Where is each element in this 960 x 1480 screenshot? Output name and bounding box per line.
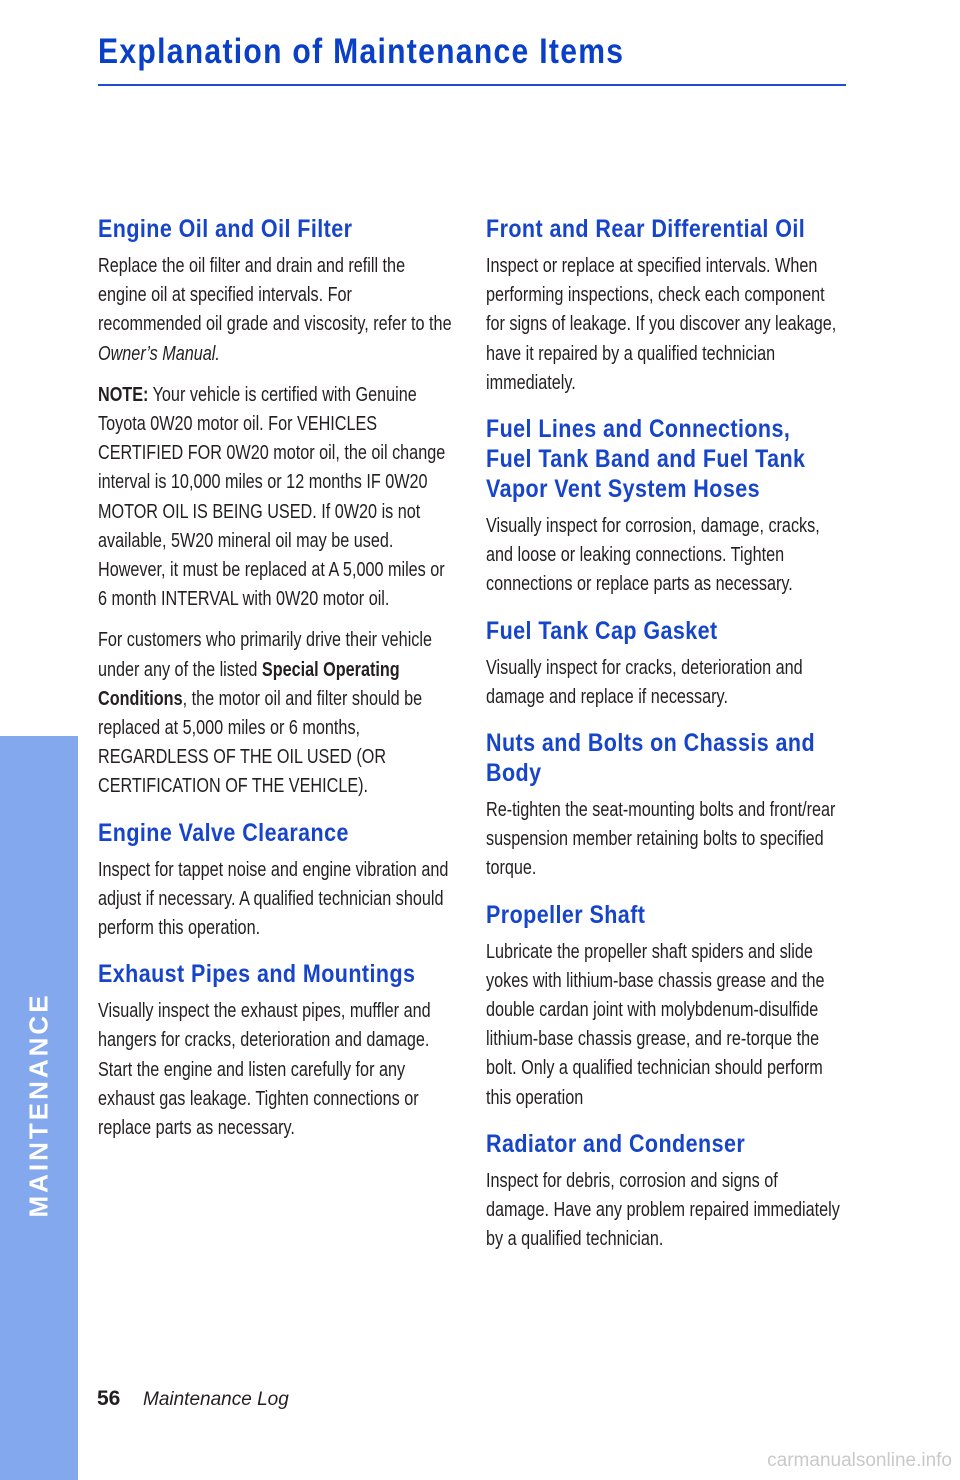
section-nuts-bolts	[486, 728, 842, 884]
section-fuel-lines	[486, 414, 842, 600]
paragraph-text: For customers who primarily drive their vehicle under any of the listed	[98, 629, 432, 681]
paragraph: Inspect for tappet noise and engine vibration and adjust if necessary. A qualified technician should perform this operation.	[98, 858, 449, 940]
section-propeller-shaft	[486, 900, 842, 1113]
footer-label: Maintenance Log	[143, 1389, 289, 1410]
paragraph-text: Replace the oil filter and drain and refill the engine oil at specified intervals. For recommended oil grade and viscosity, refer to the	[98, 255, 452, 336]
section-heading: Engine Valve Clearance	[98, 818, 349, 847]
section-radiator	[486, 1129, 842, 1255]
paragraph: Lubricate the propeller shaft spiders and slide yokes with lithium-base chassis grease and the double cardan joint with molybdenum-disulfide lithium-base chassis grease, and re-torque the bolt. Only a qualified technician should perform this operation	[486, 940, 825, 1109]
page-title: Explanation of Maintenance Items	[98, 32, 625, 71]
paragraph: Inspect for debris, corrosion and signs of damage. Have any problem repaired immediately by a qualified technician.	[486, 1169, 840, 1251]
section-heading: Engine Oil and Oil Filter	[98, 215, 353, 243]
note-label: NOTE:	[98, 383, 149, 406]
section-exhaust	[98, 959, 454, 1143]
section-heading: Fuel Lines and Connections, Fuel Tank Band and Fuel Tank Vapor Vent System Hoses	[486, 415, 806, 504]
section-heading: Fuel Tank Cap Gasket	[486, 616, 718, 645]
section-heading: Radiator and Condenser	[486, 1129, 746, 1158]
paragraph-text: , the motor oil and filter should be replaced at 5,000 miles or 6 months, REGARDLESS OF THE OIL USED (OR CERTIFICATION OF THE VEHICLE).	[98, 687, 423, 798]
paragraph: Visually inspect for cracks, deterioration and damage and replace if necessary.	[486, 656, 803, 708]
paragraph	[98, 626, 456, 801]
note-text: Your vehicle is certified with Genuine Toyota 0W20 motor oil. For VEHICLES CERTIFIED FOR 0W20 motor oil, the oil change interval is 10,000 miles or 12 months IF 0W20 MOTOR OIL IS BEING USED. If 0W20 is not available, 5W20 mineral oil may be used. However, it must be replaced at A 5,000 miles or 6 month INTERVAL with 0W20 motor oil.	[98, 383, 446, 611]
section-heading: Exhaust Pipes and Mountings	[98, 960, 416, 989]
note-paragraph	[98, 381, 456, 615]
section-fuel-cap	[486, 616, 842, 712]
left-column	[98, 214, 454, 1155]
section-heading: Propeller Shaft	[486, 900, 646, 929]
paragraph: Re-tighten the seat-mounting bolts and front/rear suspension member retaining bolts to specified torque.	[486, 799, 836, 880]
section-heading: Front and Rear Differential Oil	[486, 215, 806, 243]
owners-manual-reference: Owner’s Manual.	[98, 342, 220, 365]
section-heading: Nuts and Bolts on Chassis and Body	[486, 729, 816, 788]
side-tab-label: MAINTENANCE	[23, 992, 54, 1218]
paragraph	[98, 252, 456, 369]
right-column	[486, 214, 842, 1266]
section-valve-clearance	[98, 818, 454, 944]
paragraph: Visually inspect for corrosion, damage, cracks, and loose or leaking connections. Tighten connections or replace parts as necessary.	[486, 515, 820, 596]
page-number: 56	[97, 1387, 121, 1410]
special-operating-conditions-term: Special Operating Conditions	[98, 658, 400, 710]
paragraph: Inspect or replace at specified intervals. When performing inspections, check each component for signs of leakage. If you discover any leakage, have it repaired by a qualified technician immediately.	[486, 255, 837, 394]
title-divider	[98, 84, 846, 86]
watermark: carmanualsonline.info	[767, 1450, 952, 1471]
section-differential-oil	[486, 214, 842, 398]
section-engine-oil	[98, 214, 454, 802]
paragraph: Visually inspect the exhaust pipes, muffler and hangers for cracks, deterioration and damage. Start the engine and listen carefully for any exhaust gas leakage. Tighten connections or replace parts as necessary.	[98, 1000, 431, 1140]
